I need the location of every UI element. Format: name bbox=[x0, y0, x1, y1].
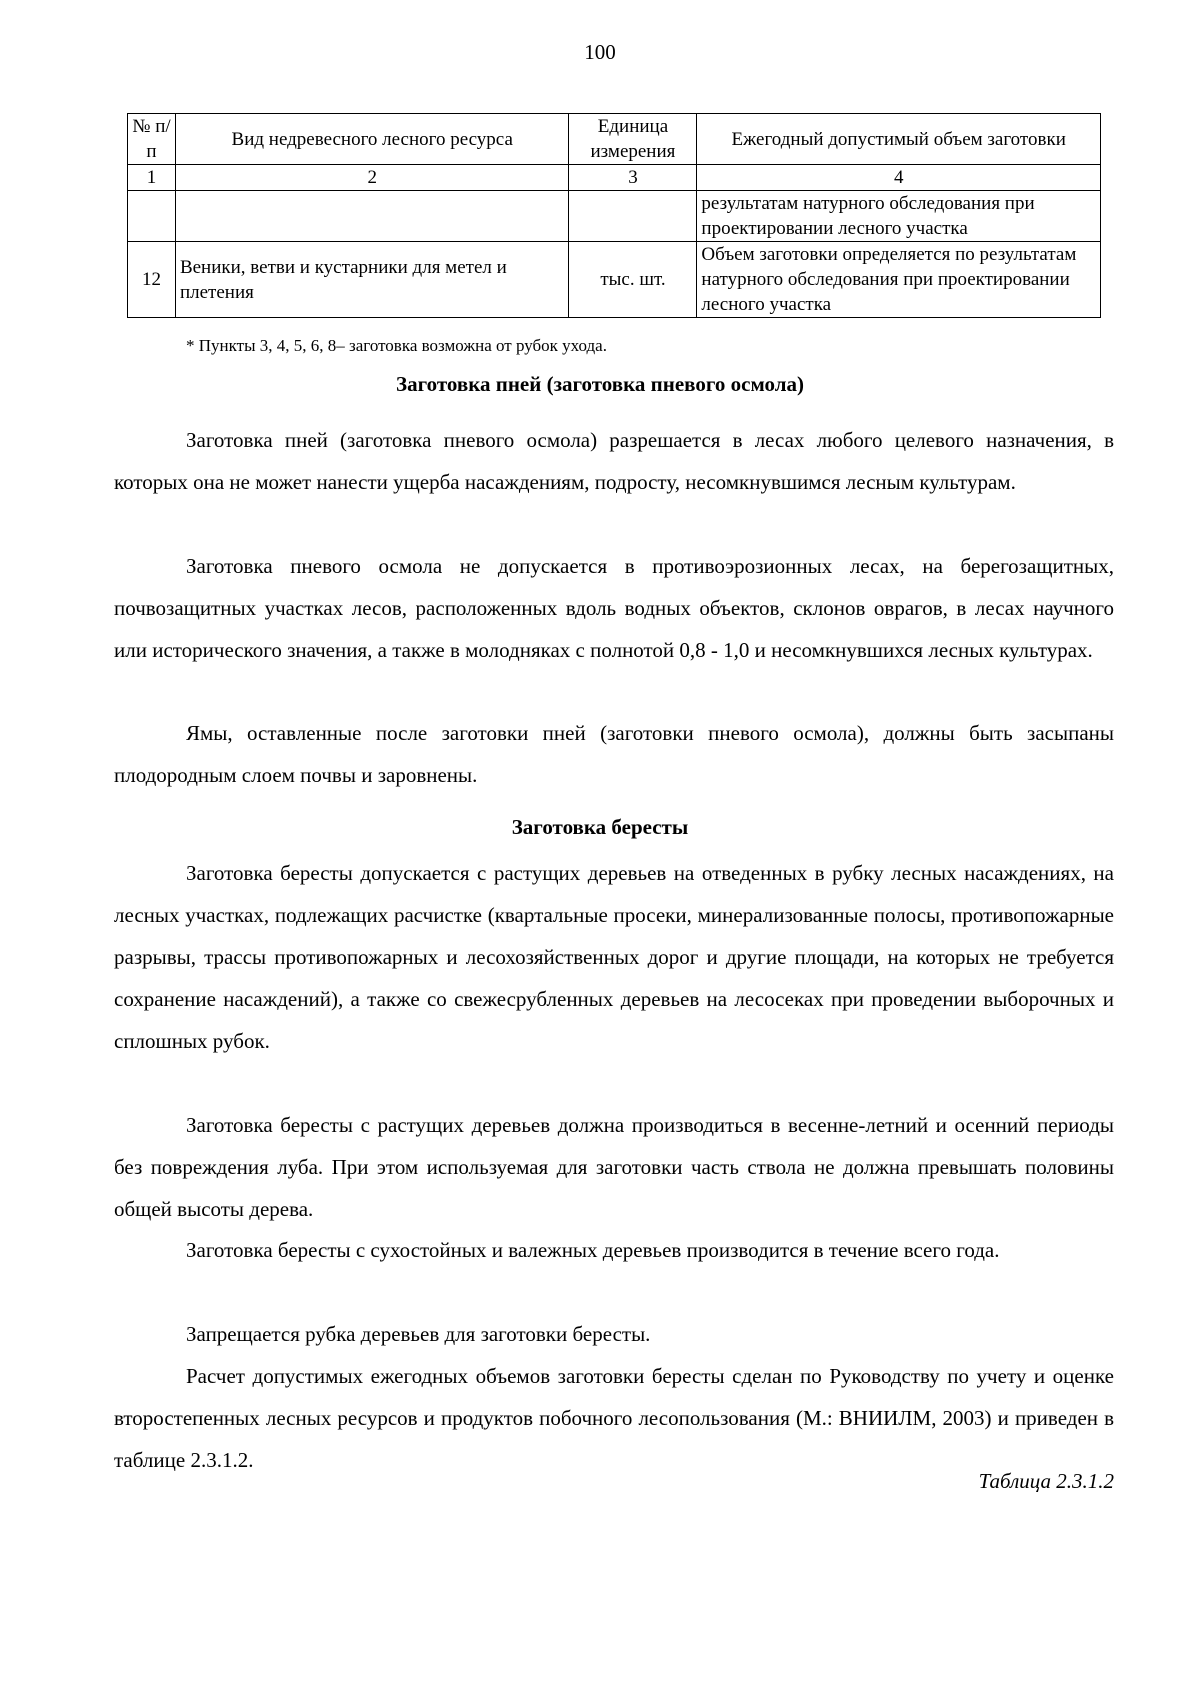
table-cell: Веники, ветви и кустарники для метел и плетения bbox=[175, 242, 569, 318]
header-unit: Единица измерения bbox=[569, 114, 697, 165]
header-resource: Вид недревесного лесного ресурса bbox=[175, 114, 569, 165]
table-caption: Таблица 2.3.1.2 bbox=[978, 1469, 1114, 1493]
table-row bbox=[128, 191, 1101, 242]
table-column-numbers-row bbox=[128, 165, 1101, 191]
table-cell: тыс. шт. bbox=[569, 242, 697, 318]
table-cell: результатам натурного обследования при проектировании лесного участка bbox=[697, 191, 1101, 242]
paragraph: Расчет допустимых ежегодных объемов заготовки бересты сделан по Руководству по учету и оценке второстепенных лесных ресурсов и продуктов побочного лесопользования (М.: ВНИИЛМ, 2003) и приведен в таблице 2.3.1.2. bbox=[114, 1364, 1114, 1472]
table-cell bbox=[175, 191, 569, 242]
paragraph: Заготовка бересты с растущих деревьев должна производиться в весенне-летний и осенний периоды без повреждения луба. При этом используемая для заготовки часть ствола не должна превышать половины общей высоты дерева. bbox=[114, 1113, 1114, 1221]
paragraph: Заготовка бересты с сухостойных и валежных деревьев производится в течение всего года. bbox=[186, 1238, 1000, 1262]
paragraph: Заготовка пней (заготовка пневого осмола) разрешается в лесах любого целевого назначения, в которых она не может нанести ущерба насаждениям, подросту, несомкнувшимся лесным культурам. bbox=[114, 428, 1114, 494]
paragraph: Заготовка пневого осмола не допускается в противоэрозионных лесах, на берегозащитных, почвозащитных участках лесов, расположенных вдоль водных объектов, склонов оврагов, в лесах научного или исторического значения, а также в молодняках с полнотой 0,8 - 1,0 и несомкнувшихся лесных культурах. bbox=[114, 554, 1114, 662]
page-number: 100 bbox=[584, 40, 616, 64]
table-row bbox=[128, 242, 1101, 318]
section-heading-stumps: Заготовка пней (заготовка пневого осмола) bbox=[396, 372, 804, 396]
table-header-row bbox=[128, 114, 1101, 165]
column-number: 2 bbox=[175, 165, 569, 191]
column-number: 4 bbox=[697, 165, 1101, 191]
table-footnote: * Пункты 3, 4, 5, 6, 8– заготовка возможна от рубок ухода. bbox=[186, 336, 607, 355]
section-heading-birch-bark: Заготовка бересты bbox=[511, 815, 689, 839]
paragraph: Ямы, оставленные после заготовки пней (заготовки пневого осмола), должны быть засыпаны плодородным слоем почвы и заровнены. bbox=[114, 721, 1114, 787]
header-volume: Ежегодный допустимый объем заготовки bbox=[697, 114, 1101, 165]
resource-table bbox=[127, 113, 1101, 318]
paragraph: Запрещается рубка деревьев для заготовки бересты. bbox=[186, 1322, 651, 1346]
column-number: 3 bbox=[569, 165, 697, 191]
header-number: № п/п bbox=[128, 114, 176, 165]
table-cell bbox=[569, 191, 697, 242]
paragraph: Заготовка бересты допускается с растущих деревьев на отведенных в рубку лесных насаждениях, на лесных участках, подлежащих расчистке (квартальные просеки, минерализованные полосы, противопожарные разрывы, трассы противопожарных и лесохозяйственных дорог и другие площади, на которых не требуется сохранение насаждений), а также со свежесрубленных деревьев на лесосеках при проведении выборочных и сплошных рубок. bbox=[114, 861, 1114, 1053]
table-cell bbox=[128, 191, 176, 242]
table-cell: Объем заготовки определяется по результатам натурного обследования при проектировании лесного участка bbox=[697, 242, 1101, 318]
table-cell: 12 bbox=[128, 242, 176, 318]
column-number: 1 bbox=[128, 165, 176, 191]
